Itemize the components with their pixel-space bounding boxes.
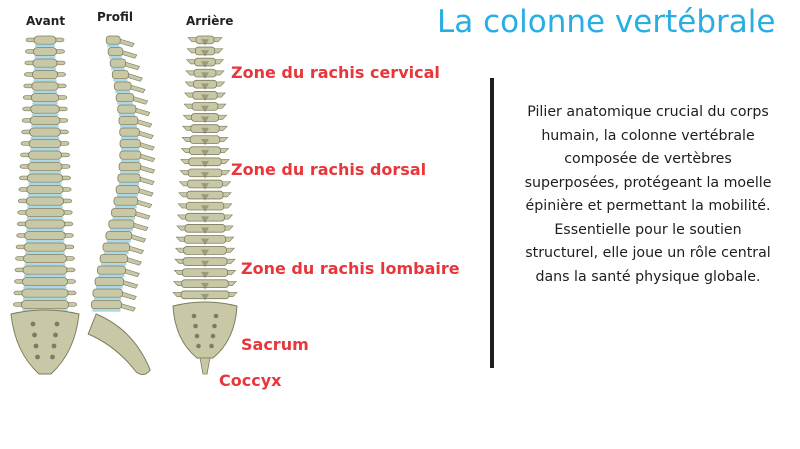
zone-label-coccyx: Coccyx (219, 371, 282, 390)
intervertebral-disc (34, 56, 55, 59)
intervertebral-disc (113, 79, 127, 82)
divider (490, 78, 494, 368)
sacrum (11, 310, 79, 374)
vertebra (25, 220, 65, 228)
sacral-foramen (53, 333, 58, 338)
sacral-foramen (211, 334, 216, 339)
intervertebral-disc (94, 298, 121, 301)
view-label-back: Arrière (186, 14, 234, 28)
intervertebral-disc (119, 183, 139, 186)
vertebra (24, 255, 67, 263)
intervertebral-disc (109, 56, 122, 59)
intervertebral-disc (115, 91, 130, 94)
intervertebral-disc (115, 206, 137, 209)
intervertebral-disc (27, 217, 64, 220)
intervertebral-disc (110, 229, 133, 232)
intervertebral-disc (30, 148, 60, 151)
vertebra (27, 174, 62, 182)
intervertebral-disc (119, 114, 135, 117)
page-title: La colonne vertébrale (437, 4, 776, 40)
intervertebral-disc (27, 206, 62, 209)
vertebra (29, 140, 61, 148)
intervertebral-disc (120, 171, 140, 174)
vertebra (110, 59, 125, 67)
intervertebral-disc (23, 286, 66, 289)
vertebra (120, 128, 140, 136)
vertebra (119, 117, 138, 125)
vertebra (30, 128, 61, 136)
sacral-foramen (55, 322, 60, 327)
sacral-foramen (32, 333, 37, 338)
intervertebral-disc (32, 102, 58, 105)
vertebra (23, 266, 67, 274)
vertebra (91, 301, 121, 309)
vertebra (22, 278, 67, 286)
view-label-front: Avant (26, 14, 66, 28)
coccyx (200, 358, 210, 374)
vertebra (112, 209, 137, 217)
vertebra (108, 48, 123, 56)
vertebra (33, 59, 57, 67)
spinous-process (138, 142, 154, 150)
intervertebral-disc (33, 79, 56, 82)
intervertebral-disc (121, 148, 139, 151)
vertebra (24, 243, 66, 251)
intervertebral-disc (121, 160, 140, 163)
sacrum (88, 314, 150, 375)
intervertebral-disc (117, 194, 138, 197)
vertebra (29, 151, 62, 159)
sacrum (173, 302, 237, 358)
spinous-process (120, 291, 136, 299)
vertebra (21, 301, 68, 309)
spinous-process (137, 130, 153, 138)
intervertebral-disc (113, 217, 136, 220)
spinous-process (118, 38, 134, 46)
vertebra (32, 71, 57, 79)
intervertebral-disc (24, 275, 66, 278)
intervertebral-disc (92, 309, 120, 312)
intervertebral-disc (32, 114, 59, 117)
vertebra (109, 220, 134, 228)
intervertebral-disc (25, 252, 65, 255)
intervertebral-disc (28, 183, 61, 186)
vertebra (112, 71, 128, 79)
sacral-foramen (52, 344, 57, 349)
vertebra (30, 117, 60, 125)
vertebra (27, 186, 63, 194)
sacral-foramen (192, 314, 197, 319)
intervertebral-disc (25, 263, 66, 266)
sacral-foramen (195, 334, 200, 339)
vertebra (31, 105, 60, 113)
spinous-process (122, 280, 138, 288)
intervertebral-disc (111, 68, 124, 71)
vertebra (119, 163, 141, 171)
sacral-foramen (31, 322, 36, 327)
vertebra (100, 255, 127, 263)
intervertebral-disc (98, 275, 124, 278)
vertebra (120, 140, 140, 148)
zone-label-dorsal: Zone du rachis dorsal (231, 160, 427, 179)
vertebra (34, 36, 56, 44)
intervertebral-disc (107, 45, 119, 48)
spine-side-illustration (80, 30, 170, 390)
vertebra (118, 105, 136, 113)
sacral-foramen (50, 355, 55, 360)
intervertebral-disc (31, 137, 60, 140)
intervertebral-disc (120, 125, 137, 128)
intervertebral-disc (121, 137, 139, 140)
vertebra (31, 94, 59, 102)
sacral-foramen (214, 314, 219, 319)
spinous-process (130, 234, 146, 242)
sacral-foramen (196, 344, 201, 349)
vertebra (116, 186, 139, 194)
intervertebral-disc (30, 160, 61, 163)
sacral-foramen (209, 344, 214, 349)
intervertebral-disc (26, 229, 64, 232)
vertebra (28, 163, 62, 171)
intervertebral-disc (101, 263, 126, 266)
vertebra (106, 36, 120, 44)
vertebra (114, 197, 138, 205)
vertebra (33, 48, 56, 56)
intervertebral-disc (35, 45, 55, 48)
vertebra (25, 232, 66, 240)
vertebra (97, 266, 125, 274)
sacral-foramen (34, 344, 39, 349)
vertebra (22, 289, 68, 297)
intervertebral-disc (104, 252, 129, 255)
vertebra (32, 82, 58, 90)
intervertebral-disc (96, 286, 123, 289)
description-text: Pilier anatomique crucial du corps humain, la colonne vertébrale composée de vertèbres superposées, protégeant la moelle épinière et permettant la mobilité. Essentielle pour le soutien structurel, elle joue un rôle central dans la santé physique globale. (524, 104, 772, 285)
intervertebral-disc (107, 240, 131, 243)
vertebra (114, 82, 131, 90)
vertebra (118, 174, 140, 182)
sacral-foramen (35, 355, 40, 360)
spinous-process (124, 61, 140, 69)
intervertebral-disc (117, 102, 133, 105)
view-label-side: Profil (97, 10, 133, 24)
sacral-foramen (212, 324, 217, 329)
intervertebral-disc (34, 68, 56, 71)
zone-label-lombaire: Zone du rachis lombaire (241, 259, 460, 278)
sacral-foramen (193, 324, 198, 329)
vertebra (26, 197, 63, 205)
intervertebral-disc (29, 171, 61, 174)
vertebra (116, 94, 134, 102)
vertebra (95, 278, 124, 286)
intervertebral-disc (26, 240, 65, 243)
intervertebral-disc (28, 194, 62, 197)
vertebra (93, 289, 122, 297)
zone-label-cervical: Zone du rachis cervical (231, 63, 440, 82)
intervertebral-disc (33, 91, 57, 94)
vertebra (26, 209, 65, 217)
vertebra (103, 243, 130, 251)
zone-label-sacrum: Sacrum (241, 335, 309, 354)
intervertebral-disc (23, 298, 67, 301)
vertebra (106, 232, 132, 240)
vertebra (120, 151, 141, 159)
intervertebral-disc (31, 125, 59, 128)
